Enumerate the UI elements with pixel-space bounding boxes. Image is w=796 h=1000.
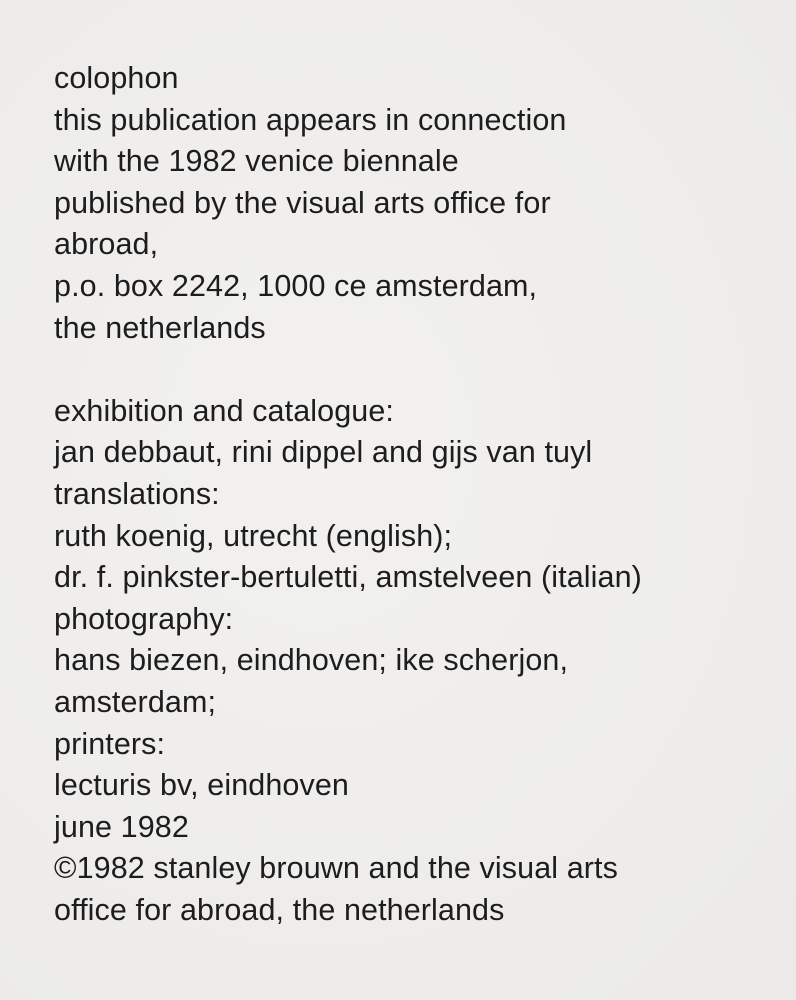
credits-line: photography: xyxy=(54,601,234,636)
credits-line: ruth koenig, utrecht (english); xyxy=(54,518,453,553)
credits-line: hans biezen, eindhoven; ike scherjon, xyxy=(54,643,569,678)
credits-line: jan debbaut, rini dippel and gijs van tuyl xyxy=(54,435,593,470)
colophon-heading: colophon xyxy=(54,61,179,95)
publication-line: with the 1982 venice biennale xyxy=(54,144,459,179)
publication-line: abroad, xyxy=(54,227,159,262)
paragraph-gap xyxy=(54,349,774,391)
credits-line: dr. f. pinkster-bertuletti, amstelveen (italian) xyxy=(54,560,642,595)
credits-line: exhibition and catalogue: xyxy=(54,393,394,428)
credits-line: office for abroad, the netherlands xyxy=(54,892,505,927)
credits-line: lecturis bv, eindhoven xyxy=(54,768,349,803)
credits-line: june 1982 xyxy=(54,809,189,844)
credits-line: translations: xyxy=(54,476,220,511)
credits-line: ©1982 stanley brouwn and the visual arts xyxy=(54,851,618,886)
publication-line: p.o. box 2242, 1000 ce amsterdam, xyxy=(54,268,538,303)
publication-line: the netherlands xyxy=(54,310,266,345)
publication-line: published by the visual arts office for xyxy=(54,185,551,220)
colophon-text-block xyxy=(54,58,774,931)
credits-line: printers: xyxy=(54,726,166,761)
credits-line: amsterdam; xyxy=(54,684,217,719)
publication-line: this publication appears in connection xyxy=(54,102,567,137)
